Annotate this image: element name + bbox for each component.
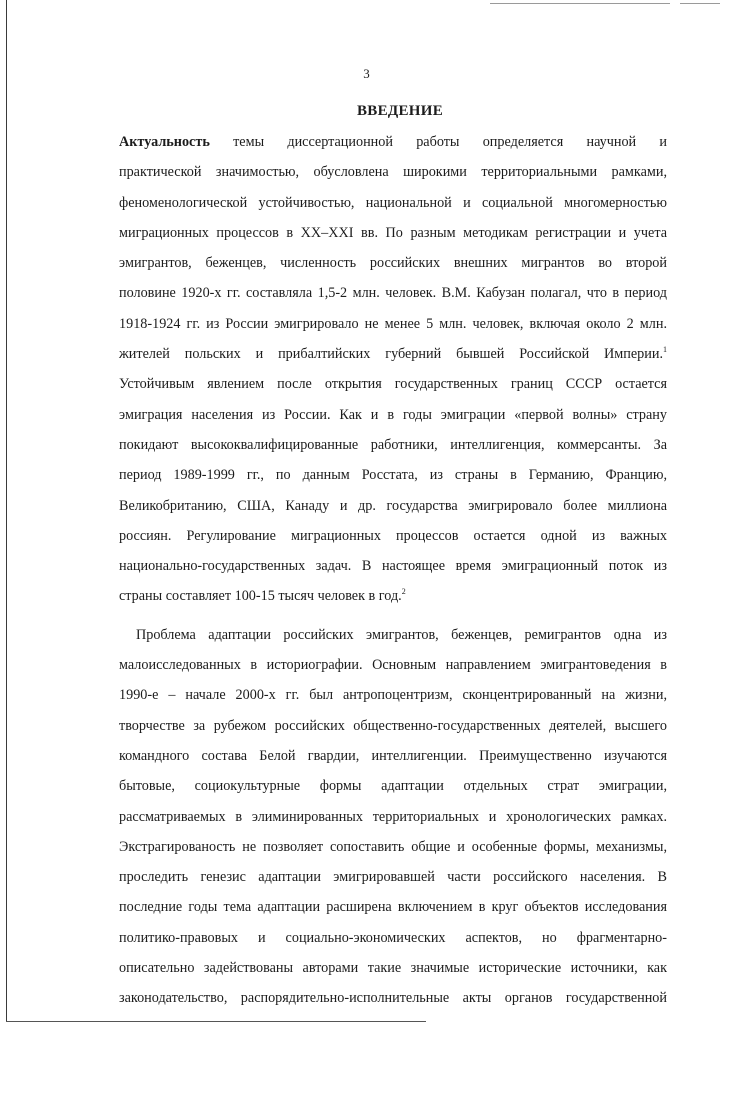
paragraph2-line-9: проследить генезис адаптации эмигрировавшей части российского населения. В: [119, 869, 667, 886]
paragraph1-line-2: практической значимостью, обусловлена широкими территориальными рамками,: [119, 164, 667, 181]
paragraph1-line-8: [119, 339, 667, 369]
footnote-marker-1: 1: [663, 345, 667, 355]
paragraph2-line-10: последние годы тема адаптации расширена включением в круг объектов исследования: [119, 899, 667, 916]
paragraph1-line-3: феноменологической устойчивостью, национальной и социальной многомерностью: [119, 194, 667, 211]
paragraph1-line-10: эмиграция населения из России. Как и в годы эмиграции «первой волны» страну: [119, 406, 667, 423]
paragraph2-line-12: описательно задействованы авторами такие значимые исторические источники, как: [119, 960, 667, 977]
paragraph1-line-15: национально-государственных задач. В настоящее время эмиграционный поток из: [119, 558, 667, 575]
paragraph2-line-1: Проблема адаптации российских эмигрантов, беженцев, ремигрантов одна из: [136, 626, 667, 643]
paragraph2-line-13: законодательство, распорядительно-исполнительные акты органов государственной: [119, 990, 667, 1007]
paragraph1-lead-word: Актуальность: [119, 134, 210, 150]
paragraph1-line-9: Устойчивым явлением после открытия государственных границ СССР остается: [119, 376, 667, 393]
paragraph1-line-8-text: жителей польских и прибалтийских губерний бывшей Российской Империи.: [119, 346, 663, 363]
paragraph1-line-14: россиян. Регулирование миграционных процессов остается одной из важных: [119, 527, 667, 544]
paragraph2-line-2: малоисследованных в историографии. Основным направлением эмигрантоведения в: [119, 657, 667, 674]
paragraph-gap: [119, 612, 667, 620]
scan-edge-left: [6, 0, 7, 1022]
paragraph2-line-6: бытовые, социокультурные формы адаптации отдельных страт эмиграции,: [119, 778, 667, 795]
scan-edge-top-right-short: [680, 3, 720, 4]
paragraph1-line-6: половине 1920-х гг. составляла 1,5-2 млн. человек. В.М. Кабузан полагал, что в период: [119, 285, 667, 302]
paragraph2-line-5: командного состава Белой гвардии, интеллигенции. Преимущественно изучаются: [119, 747, 667, 764]
paragraph1-line-13: Великобританию, США, Канаду и др. государства эмигрировало более миллиона: [119, 497, 667, 514]
paragraph1-line-5: эмигрантов, беженцев, численность российских внешних мигрантов во второй: [119, 255, 667, 272]
paragraph1-line-12: период 1989-1999 гг., по данным Росстата, из страны в Германию, Францию,: [119, 467, 667, 484]
paragraph1-line-16: [119, 581, 667, 611]
paragraph1-line-7: 1918-1924 гг. из России эмигрировало не менее 5 млн. человек, включая около 2 млн.: [119, 315, 667, 332]
section-heading: ВВЕДЕНИЕ: [356, 103, 444, 119]
paragraph1-line-16-text: страны составляет 100-15 тысяч человек в год.: [119, 588, 402, 605]
paragraph1-line-4: миграционных процессов в XX–XXI вв. По разным методикам регистрации и учета: [119, 224, 667, 241]
paragraph2-line-3: 1990-е – начале 2000-х гг. был антропоцентризм, сконцентрированный на жизни,: [119, 687, 667, 704]
paragraph2-line-8: Экстрагированость не позволяет сопоставить общие и особенные формы, механизмы,: [119, 838, 667, 855]
scan-edge-top-right: [490, 3, 670, 4]
paragraph2-line-11: политико-правовых и социально-экономических аспектов, но фрагментарно-: [119, 929, 667, 946]
paragraph2-line-4: творчестве за рубежом российских общественно-государственных деятелей, высшего: [119, 717, 667, 734]
paragraph2-line-7: рассматриваемых в элиминированных территориальных и хронологических рамках.: [119, 808, 667, 825]
footnote-marker-2: 2: [401, 587, 406, 597]
paragraph1-line-1: [119, 127, 667, 157]
page-number: 3: [363, 66, 370, 81]
paragraph1-line-1-text: темы диссертационной работы определяется научной и: [233, 134, 668, 150]
scan-edge-bottom: [6, 1021, 426, 1022]
document-body: [119, 127, 667, 1014]
paragraph1-line-11: покидают высококвалифицированные работники, интеллигенция, коммерсанты. За: [119, 436, 667, 453]
